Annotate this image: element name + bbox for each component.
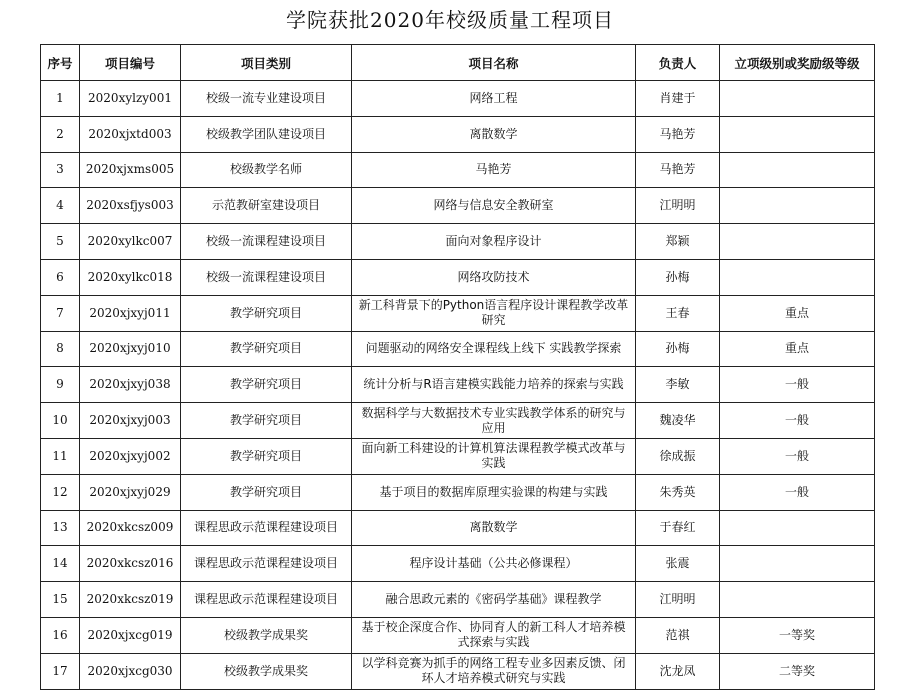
project-leader: 张震 [636, 546, 720, 582]
project-level [720, 546, 875, 582]
project-leader: 魏凌华 [636, 403, 720, 439]
project-level [720, 81, 875, 117]
row-number: 10 [41, 403, 80, 439]
table-row [41, 403, 875, 439]
project-category: 校级教学成果奖 [181, 617, 352, 653]
project-leader: 马艳芳 [636, 152, 720, 188]
row-number: 17 [41, 653, 80, 689]
project-code: 2020xjxyj002 [80, 438, 181, 474]
project-name: 统计分析与R语言建模实践能力培养的探索与实践 [352, 367, 636, 403]
project-category: 教学研究项目 [181, 438, 352, 474]
project-level: 重点 [720, 331, 875, 367]
project-level [720, 116, 875, 152]
project-leader: 朱秀英 [636, 474, 720, 510]
table-row [41, 116, 875, 152]
table-row [41, 259, 875, 295]
project-name: 以学科竞赛为抓手的网络工程专业多因素反馈、闭环人才培养模式研究与实践 [352, 653, 636, 689]
project-leader: 郑颖 [636, 224, 720, 260]
project-leader: 江明明 [636, 188, 720, 224]
project-leader: 肖建于 [636, 81, 720, 117]
table-row [41, 152, 875, 188]
project-leader: 江明明 [636, 582, 720, 618]
row-number: 16 [41, 617, 80, 653]
project-name: 基于校企深度合作、协同育人的新工科人才培养模式探索与实践 [352, 617, 636, 653]
row-number: 9 [41, 367, 80, 403]
project-level: 一般 [720, 367, 875, 403]
project-leader: 马艳芳 [636, 116, 720, 152]
project-code: 2020xjxyj038 [80, 367, 181, 403]
table-row [41, 546, 875, 582]
project-code: 2020xjxyj029 [80, 474, 181, 510]
project-leader: 王春 [636, 295, 720, 331]
project-code: 2020xjxcg019 [80, 617, 181, 653]
table-row [41, 474, 875, 510]
project-level: 重点 [720, 295, 875, 331]
row-number: 11 [41, 438, 80, 474]
row-number: 3 [41, 152, 80, 188]
row-number: 5 [41, 224, 80, 260]
project-category: 校级教学团队建设项目 [181, 116, 352, 152]
project-category: 课程思政示范课程建设项目 [181, 546, 352, 582]
project-leader: 李敏 [636, 367, 720, 403]
project-leader: 孙梅 [636, 259, 720, 295]
col-header-level: 立项级别或奖励级等级 [720, 45, 875, 81]
page-title: 学院获批2020年校级质量工程项目 [286, 8, 614, 32]
project-name: 面向新工科建设的计算机算法课程教学模式改革与实践 [352, 438, 636, 474]
project-code: 2020xkcsz009 [80, 510, 181, 546]
table-row [41, 295, 875, 331]
project-name: 程序设计基础（公共必修课程） [352, 546, 636, 582]
table-row [41, 438, 875, 474]
row-number: 13 [41, 510, 80, 546]
project-code: 2020xylkc018 [80, 259, 181, 295]
col-header-leader: 负责人 [636, 45, 720, 81]
project-name: 面向对象程序设计 [352, 224, 636, 260]
row-number: 12 [41, 474, 80, 510]
project-category: 校级一流课程建设项目 [181, 224, 352, 260]
project-leader: 于春红 [636, 510, 720, 546]
project-name: 离散数学 [352, 116, 636, 152]
col-header-code: 项目编号 [80, 45, 181, 81]
table-body [41, 81, 875, 690]
project-level: 一般 [720, 438, 875, 474]
table-row [41, 617, 875, 653]
project-category: 示范教研室建设项目 [181, 188, 352, 224]
project-level [720, 224, 875, 260]
project-category: 课程思政示范课程建设项目 [181, 582, 352, 618]
table-row [41, 331, 875, 367]
project-table [40, 44, 875, 690]
table-row [41, 188, 875, 224]
project-code: 2020xjxtd003 [80, 116, 181, 152]
project-name: 问题驱动的网络安全课程线上线下 实践教学探索 [352, 331, 636, 367]
project-category: 教学研究项目 [181, 295, 352, 331]
project-name: 网络攻防技术 [352, 259, 636, 295]
project-category: 教学研究项目 [181, 403, 352, 439]
row-number: 15 [41, 582, 80, 618]
table-row [41, 653, 875, 689]
project-level: 二等奖 [720, 653, 875, 689]
col-header-no: 序号 [41, 45, 80, 81]
project-category: 教学研究项目 [181, 367, 352, 403]
project-code: 2020xsfjys003 [80, 188, 181, 224]
project-level [720, 259, 875, 295]
row-number: 8 [41, 331, 80, 367]
table-row [41, 81, 875, 117]
project-category: 校级教学名师 [181, 152, 352, 188]
project-name: 新工科背景下的Python语言程序设计课程教学改革研究 [352, 295, 636, 331]
project-level [720, 582, 875, 618]
row-number: 2 [41, 116, 80, 152]
project-name: 数据科学与大数据技术专业实践教学体系的研究与应用 [352, 403, 636, 439]
project-leader: 徐成振 [636, 438, 720, 474]
project-code: 2020xjxyj010 [80, 331, 181, 367]
project-category: 校级一流专业建设项目 [181, 81, 352, 117]
project-name: 离散数学 [352, 510, 636, 546]
row-number: 7 [41, 295, 80, 331]
project-leader: 孙梅 [636, 331, 720, 367]
table-row [41, 224, 875, 260]
col-header-category: 项目类别 [181, 45, 352, 81]
project-category: 课程思政示范课程建设项目 [181, 510, 352, 546]
project-code: 2020xjxyj011 [80, 295, 181, 331]
row-number: 6 [41, 259, 80, 295]
project-leader: 沈龙凤 [636, 653, 720, 689]
table-row [41, 582, 875, 618]
row-number: 4 [41, 188, 80, 224]
project-level [720, 152, 875, 188]
project-code: 2020xjxms005 [80, 152, 181, 188]
project-level [720, 188, 875, 224]
project-category: 教学研究项目 [181, 474, 352, 510]
col-header-name: 项目名称 [352, 45, 636, 81]
row-number: 1 [41, 81, 80, 117]
project-leader: 范祺 [636, 617, 720, 653]
project-name: 网络工程 [352, 81, 636, 117]
table-row [41, 510, 875, 546]
project-category: 教学研究项目 [181, 331, 352, 367]
table-header-row [41, 45, 875, 81]
project-code: 2020xylkc007 [80, 224, 181, 260]
project-code: 2020xkcsz019 [80, 582, 181, 618]
project-category: 校级教学成果奖 [181, 653, 352, 689]
project-code: 2020xjxyj003 [80, 403, 181, 439]
project-code: 2020xkcsz016 [80, 546, 181, 582]
project-level: 一般 [720, 474, 875, 510]
project-category: 校级一流课程建设项目 [181, 259, 352, 295]
project-code: 2020xjxcg030 [80, 653, 181, 689]
project-level [720, 510, 875, 546]
project-level: 一等奖 [720, 617, 875, 653]
row-number: 14 [41, 546, 80, 582]
project-level: 一般 [720, 403, 875, 439]
project-code: 2020xylzy001 [80, 81, 181, 117]
project-name: 融合思政元素的《密码学基础》课程教学 [352, 582, 636, 618]
project-name: 基于项目的数据库原理实验课的构建与实践 [352, 474, 636, 510]
project-name: 网络与信息安全教研室 [352, 188, 636, 224]
project-name: 马艳芳 [352, 152, 636, 188]
table-row [41, 367, 875, 403]
